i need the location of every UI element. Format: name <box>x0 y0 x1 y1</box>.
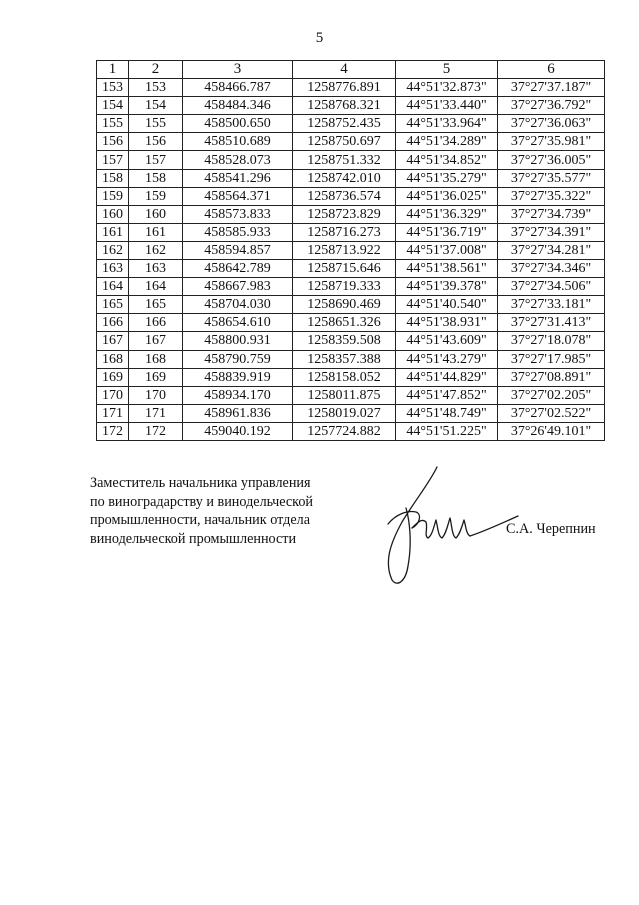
table-cell: 44°51'36.329" <box>396 205 498 223</box>
table-cell: 154 <box>129 97 183 115</box>
table-row <box>97 422 605 440</box>
table-cell: 37°27'34.739" <box>498 205 605 223</box>
table-cell: 157 <box>97 151 129 169</box>
table-row <box>97 205 605 223</box>
table-cell: 161 <box>129 223 183 241</box>
table-cell: 1258768.321 <box>293 97 396 115</box>
table-row <box>97 169 605 187</box>
column-header: 4 <box>293 61 396 79</box>
table-cell: 1258019.027 <box>293 404 396 422</box>
table-cell: 37°27'31.413" <box>498 314 605 332</box>
table-cell: 163 <box>97 260 129 278</box>
table-row <box>97 133 605 151</box>
table-cell: 1258357.388 <box>293 350 396 368</box>
table-cell: 163 <box>129 260 183 278</box>
table-row <box>97 296 605 314</box>
column-header: 1 <box>97 61 129 79</box>
table-cell: 169 <box>97 368 129 386</box>
table-row <box>97 404 605 422</box>
table-cell: 37°27'17.985" <box>498 350 605 368</box>
table-cell: 458528.073 <box>183 151 293 169</box>
column-header: 2 <box>129 61 183 79</box>
table-cell: 44°51'37.008" <box>396 241 498 259</box>
table-cell: 458585.933 <box>183 223 293 241</box>
table-cell: 37°27'34.391" <box>498 223 605 241</box>
table-cell: 160 <box>129 205 183 223</box>
table-cell: 37°27'34.281" <box>498 241 605 259</box>
table-cell: 37°27'36.792" <box>498 97 605 115</box>
table-cell: 37°26'49.101" <box>498 422 605 440</box>
table-cell: 44°51'51.225" <box>396 422 498 440</box>
table-cell: 166 <box>97 314 129 332</box>
table-cell: 1258715.646 <box>293 260 396 278</box>
table-cell: 155 <box>129 115 183 133</box>
table-cell: 1258752.435 <box>293 115 396 133</box>
table-cell: 458484.346 <box>183 97 293 115</box>
table-cell: 1258011.875 <box>293 386 396 404</box>
table-cell: 458654.610 <box>183 314 293 332</box>
table-cell: 44°51'34.852" <box>396 151 498 169</box>
table-cell: 1258690.469 <box>293 296 396 314</box>
table-cell: 159 <box>129 187 183 205</box>
table-cell: 1257724.882 <box>293 422 396 440</box>
table-cell: 167 <box>97 332 129 350</box>
table-cell: 44°51'34.289" <box>396 133 498 151</box>
table-cell: 458541.296 <box>183 169 293 187</box>
position-line: Заместитель начальника управления <box>90 475 311 491</box>
table-cell: 458839.919 <box>183 368 293 386</box>
column-header: 6 <box>498 61 605 79</box>
table-row <box>97 223 605 241</box>
table-cell: 458961.836 <box>183 404 293 422</box>
table-cell: 153 <box>129 79 183 97</box>
table-cell: 458573.833 <box>183 205 293 223</box>
column-header: 5 <box>396 61 498 79</box>
table-row <box>97 332 605 350</box>
table-cell: 458564.371 <box>183 187 293 205</box>
position-line: винодельческой промышленности <box>90 530 297 547</box>
table-cell: 172 <box>129 422 183 440</box>
table-cell: 1258742.010 <box>293 169 396 187</box>
table-cell: 44°51'32.873" <box>396 79 498 97</box>
table-cell: 458466.787 <box>183 79 293 97</box>
table-row <box>97 386 605 404</box>
table-cell: 37°27'34.506" <box>498 278 605 296</box>
table-cell: 1258750.697 <box>293 133 396 151</box>
signatory-position <box>90 474 313 548</box>
table-cell: 44°51'35.279" <box>396 169 498 187</box>
table-row <box>97 314 605 332</box>
table-cell: 44°51'36.025" <box>396 187 498 205</box>
table-cell: 458510.689 <box>183 133 293 151</box>
table-row <box>97 350 605 368</box>
table-cell: 1258716.273 <box>293 223 396 241</box>
table-cell: 157 <box>129 151 183 169</box>
column-header: 3 <box>183 61 293 79</box>
table-cell: 44°51'33.964" <box>396 115 498 133</box>
table-cell: 37°27'36.063" <box>498 115 605 133</box>
table-row <box>97 278 605 296</box>
table-cell: 37°27'34.346" <box>498 260 605 278</box>
table-cell: 458800.931 <box>183 332 293 350</box>
table-cell: 171 <box>97 404 129 422</box>
table-cell: 156 <box>129 133 183 151</box>
table-cell: 458934.170 <box>183 386 293 404</box>
table-cell: 165 <box>129 296 183 314</box>
position-line: промышленности, начальник отдела <box>90 512 311 528</box>
table-cell: 458500.650 <box>183 115 293 133</box>
table-cell: 37°27'02.522" <box>498 404 605 422</box>
table-cell: 169 <box>129 368 183 386</box>
table-cell: 154 <box>97 97 129 115</box>
table-row <box>97 115 605 133</box>
table-cell: 1258751.332 <box>293 151 396 169</box>
table-cell: 458667.983 <box>183 278 293 296</box>
table-cell: 44°51'33.440" <box>396 97 498 115</box>
table-cell: 458704.030 <box>183 296 293 314</box>
page-number: 5 <box>315 30 324 46</box>
table-cell: 172 <box>97 422 129 440</box>
table-cell: 161 <box>97 223 129 241</box>
table-cell: 44°51'44.829" <box>396 368 498 386</box>
table-cell: 37°27'35.981" <box>498 133 605 151</box>
table-cell: 167 <box>129 332 183 350</box>
table-row <box>97 187 605 205</box>
table-cell: 1258158.052 <box>293 368 396 386</box>
table-cell: 160 <box>97 205 129 223</box>
table-cell: 166 <box>129 314 183 332</box>
table-cell: 37°27'37.187" <box>498 79 605 97</box>
table-cell: 158 <box>97 169 129 187</box>
coordinates-table <box>96 60 605 441</box>
table-row <box>97 241 605 259</box>
table-cell: 156 <box>97 133 129 151</box>
table-cell: 459040.192 <box>183 422 293 440</box>
table-cell: 458594.857 <box>183 241 293 259</box>
table-cell: 44°51'40.540" <box>396 296 498 314</box>
table-cell: 44°51'38.931" <box>396 314 498 332</box>
table-cell: 1258359.508 <box>293 332 396 350</box>
table-cell: 44°51'43.609" <box>396 332 498 350</box>
table-cell: 170 <box>129 386 183 404</box>
table-header-row <box>97 61 605 79</box>
table-cell: 44°51'39.378" <box>396 278 498 296</box>
table-cell: 44°51'43.279" <box>396 350 498 368</box>
table-cell: 37°27'35.322" <box>498 187 605 205</box>
position-line: по виноградарству и винодельческой <box>90 493 314 510</box>
table-row <box>97 79 605 97</box>
table-cell: 168 <box>129 350 183 368</box>
table-cell: 170 <box>97 386 129 404</box>
table-cell: 37°27'36.005" <box>498 151 605 169</box>
table-cell: 164 <box>97 278 129 296</box>
table-row <box>97 368 605 386</box>
table-cell: 165 <box>97 296 129 314</box>
handwritten-signature-icon <box>362 462 522 592</box>
table-cell: 168 <box>97 350 129 368</box>
table-cell: 171 <box>129 404 183 422</box>
signer-name: С.А. Черепнин <box>506 521 596 537</box>
table-cell: 458790.759 <box>183 350 293 368</box>
table-cell: 153 <box>97 79 129 97</box>
table-cell: 37°27'35.577" <box>498 169 605 187</box>
table-cell: 37°27'18.078" <box>498 332 605 350</box>
table-row <box>97 151 605 169</box>
table-cell: 1258719.333 <box>293 278 396 296</box>
table-cell: 44°51'36.719" <box>396 223 498 241</box>
table-cell: 1258736.574 <box>293 187 396 205</box>
table-cell: 164 <box>129 278 183 296</box>
table-cell: 155 <box>97 115 129 133</box>
table-cell: 37°27'33.181" <box>498 296 605 314</box>
table-cell: 1258651.326 <box>293 314 396 332</box>
table-cell: 159 <box>97 187 129 205</box>
table-cell: 162 <box>97 241 129 259</box>
table-cell: 162 <box>129 241 183 259</box>
table-cell: 1258776.891 <box>293 79 396 97</box>
table-cell: 1258723.829 <box>293 205 396 223</box>
table-cell: 1258713.922 <box>293 241 396 259</box>
table-cell: 37°27'02.205" <box>498 386 605 404</box>
table-row <box>97 260 605 278</box>
table-cell: 44°51'48.749" <box>396 404 498 422</box>
table-cell: 37°27'08.891" <box>498 368 605 386</box>
table-cell: 44°51'38.561" <box>396 260 498 278</box>
table-cell: 458642.789 <box>183 260 293 278</box>
table-cell: 44°51'47.852" <box>396 386 498 404</box>
table-cell: 158 <box>129 169 183 187</box>
table-row <box>97 97 605 115</box>
